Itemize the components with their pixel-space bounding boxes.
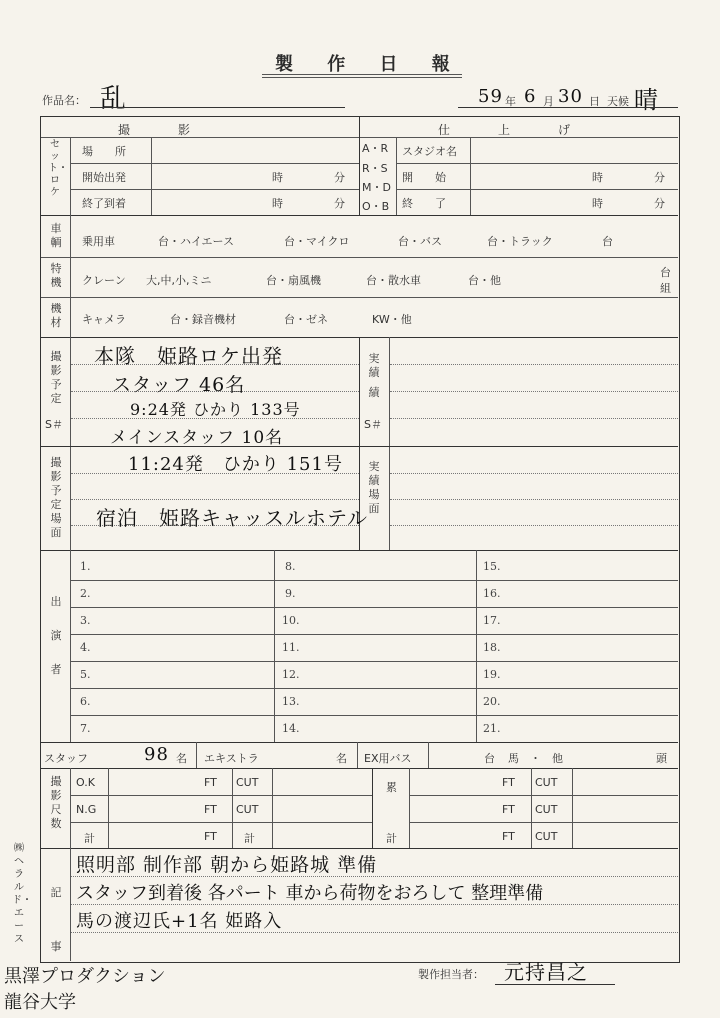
notes-line: 馬の渡辺氏+1名 姫路入 [76, 911, 283, 932]
cut-unit: CUT [535, 776, 558, 789]
rule [372, 768, 373, 848]
hour-unit: 時 [272, 197, 283, 210]
rule [70, 795, 372, 796]
date-year: 59 [478, 86, 503, 107]
special-item: 台・他 [468, 274, 501, 287]
extra-unit: 名 [336, 752, 347, 765]
vehicle-item: 台 [602, 235, 613, 248]
cut-unit: CUT [535, 830, 558, 843]
year-label: 年 [505, 95, 516, 108]
cast-number: 11. [282, 641, 300, 654]
work-name: 乱 [100, 84, 128, 114]
code-ob: O・B [362, 200, 390, 213]
producer-signature: 元持昌之 [504, 960, 588, 984]
rule [70, 580, 678, 581]
cast-number: 15. [483, 560, 501, 573]
cast-number: 19. [483, 668, 501, 681]
rule [70, 189, 359, 190]
rule [476, 550, 477, 742]
rule [70, 688, 678, 689]
actual1-label-2: 績 [368, 386, 380, 399]
line [390, 473, 678, 474]
start-depart-label: 開始出発 [82, 171, 126, 184]
rule [70, 137, 71, 215]
rule [470, 137, 471, 215]
location-label: 場 所 [82, 145, 126, 158]
special-item: 台・扇風機 [266, 274, 321, 287]
cut-total-label: 計 [244, 832, 255, 845]
vehicles-label: 車輌 [50, 222, 62, 249]
rule [357, 742, 358, 768]
date-month: 6 [524, 86, 537, 107]
rule [41, 550, 678, 551]
vehicle-item: 台・マイクロ [284, 235, 350, 248]
cast-number: 1. [80, 560, 91, 573]
code-rs: R・S [362, 162, 388, 175]
cast-number: 8. [285, 560, 296, 573]
rule [70, 215, 71, 345]
rule [151, 137, 152, 215]
producer-label: 製作担当者： [418, 968, 484, 981]
cast-number: 2. [80, 587, 91, 600]
cast-label: 出演者 [50, 595, 62, 676]
ft-unit: FT [502, 803, 515, 816]
work-name-underline [90, 107, 345, 108]
cast-number: 12. [282, 668, 300, 681]
line [390, 364, 678, 365]
ft-unit: FT [502, 776, 515, 789]
rule [572, 768, 573, 848]
code-ar: A・R [362, 142, 389, 155]
studio-name-label: スタジオ名 [402, 145, 457, 158]
horse-label: 馬 ・ 他 [508, 752, 563, 765]
cast-number: 7. [80, 722, 91, 735]
rule [41, 257, 678, 258]
company-side-label: ㈱ ヘラルド・エース [12, 843, 32, 945]
equipment-label: 機材 [50, 302, 62, 329]
notes-line: スタッフ到着後 各パート 車から荷物をおろして 整理準備 [76, 883, 544, 904]
line [390, 499, 678, 500]
ft-unit: FT [204, 830, 217, 843]
cut-unit: CUT [236, 776, 259, 789]
minute-unit: 分 [654, 171, 665, 184]
producer-underline [495, 984, 615, 985]
rule [409, 795, 678, 796]
cast-number: 16. [483, 587, 501, 600]
rule [70, 715, 678, 716]
day-label: 日 [589, 95, 600, 108]
rule [272, 768, 273, 848]
plan1-label: 撮影予定 [50, 350, 62, 405]
rule [70, 661, 678, 662]
cast-number: 21. [483, 722, 501, 735]
line [390, 391, 678, 392]
plan1-line: メインスタッフ 10名 [110, 428, 284, 448]
line [390, 525, 678, 526]
cast-number: 6. [80, 695, 91, 708]
vehicle-item: 台・ハイエース [158, 235, 235, 248]
plan1-line: 本隊 姫路ロケ出発 [94, 344, 283, 368]
plan1-line: スタッフ 46名 [112, 374, 246, 396]
rule [70, 163, 359, 164]
special-item: 大,中,小,ミニ [146, 274, 212, 287]
rule [196, 742, 197, 768]
rule [274, 550, 275, 742]
work-name-label: 作品名： [42, 94, 86, 107]
head-unit: 頭 [656, 752, 667, 765]
title-rule [262, 74, 462, 78]
plan2-line: 11:24発 ひかり 151号 [128, 454, 343, 475]
hour-unit: 時 [272, 171, 283, 184]
watermark-line-1: 黒澤プロダクション [4, 966, 166, 987]
cast-number: 3. [80, 614, 91, 627]
equipment-item: 台・録音機材 [170, 313, 236, 326]
special-label: 特機 [50, 262, 62, 289]
rule [396, 163, 678, 164]
vehicle-item: 台・バス [398, 235, 442, 248]
cumulative-total-label: 計 [386, 832, 397, 845]
ft-unit: FT [502, 830, 515, 843]
finish-end-label: 終 了 [402, 197, 446, 210]
line [71, 499, 359, 500]
hour-unit: 時 [592, 171, 603, 184]
rule [70, 607, 678, 608]
report-title: 製 作 日 報 [275, 54, 464, 75]
rule [41, 848, 678, 849]
minute-unit: 分 [334, 171, 345, 184]
rule [409, 822, 678, 823]
rule [409, 768, 410, 848]
rule [232, 768, 233, 848]
cast-number: 18. [483, 641, 501, 654]
ok-label: O.K [76, 776, 95, 789]
cast-number: 14. [282, 722, 300, 735]
rule [359, 117, 360, 215]
plan1-scene-label: S＃ [45, 418, 63, 431]
staff-label: スタッフ [44, 752, 88, 765]
cut-unit: CUT [236, 803, 259, 816]
cut-unit: CUT [535, 803, 558, 816]
actual2-label: 実績場面 [368, 460, 380, 515]
vehicle-item: 台・トラック [487, 235, 553, 248]
extra-label: エキストラ [204, 752, 259, 765]
ng-label: N.G [76, 803, 97, 816]
special-unit: 台 [660, 266, 671, 279]
minute-unit: 分 [334, 197, 345, 210]
line [390, 418, 678, 419]
staff-unit: 名 [176, 752, 187, 765]
ft-unit: FT [204, 776, 217, 789]
date-underline [458, 107, 678, 108]
total-label: 計 [84, 832, 95, 845]
shoot-header: 撮 影 [118, 123, 191, 137]
plan2-line: 宿泊 姫路キャッスルホテル [96, 506, 368, 530]
cast-number: 5. [80, 668, 91, 681]
date-day: 30 [558, 86, 583, 107]
cast-number: 17. [483, 614, 501, 627]
rule [396, 189, 678, 190]
rule [41, 742, 678, 743]
rule [41, 297, 678, 298]
actual1-scene-label: S＃ [364, 418, 382, 431]
cast-number: 10. [282, 614, 300, 627]
rule [70, 550, 71, 742]
special-item: クレーン [82, 274, 126, 287]
rule [41, 768, 678, 769]
rule [41, 446, 678, 447]
cumulative-label: 累 [386, 781, 397, 794]
watermark-line-2: 龍谷大学 [4, 992, 76, 1013]
set-loc-label: セット・ロケ [48, 139, 68, 198]
footage-label: 撮影尺数 [50, 775, 62, 830]
rule [70, 768, 71, 848]
finish-start-label: 開 始 [402, 171, 446, 184]
plan1-line: 9:24発 ひかり 133号 [130, 400, 301, 419]
minute-unit: 分 [654, 197, 665, 210]
rule [70, 337, 71, 550]
rule [70, 822, 372, 823]
ft-unit: FT [204, 803, 217, 816]
end-arrive-label: 終了到着 [82, 197, 126, 210]
rule [108, 768, 109, 848]
weather-value: 晴 [634, 86, 659, 114]
ex-bus-label: EX用バス [364, 752, 412, 765]
cast-number: 13. [282, 695, 300, 708]
rule [70, 634, 678, 635]
cast-number: 4. [80, 641, 91, 654]
rule [531, 768, 532, 848]
vehicle-item: 乗用車 [82, 235, 115, 248]
rule [41, 215, 678, 216]
cast-number: 9. [285, 587, 296, 600]
finish-header: 仕 上 げ [438, 123, 571, 137]
equipment-item: 台・ゼネ [284, 313, 328, 326]
special-item: 台・散水車 [366, 274, 421, 287]
rule [428, 742, 429, 768]
code-md: M・D [362, 181, 391, 194]
equipment-item: KW・他 [372, 313, 412, 326]
rule [396, 137, 397, 215]
cast-number: 20. [483, 695, 501, 708]
form-frame [40, 116, 680, 963]
plan2-label: 撮影予定場面 [50, 456, 62, 539]
rule [389, 337, 390, 550]
month-label: 月 [543, 95, 554, 108]
notes-line: 照明部 制作部 朝から姫路城 準備 [76, 854, 378, 876]
actual1-label: 実績 [368, 352, 380, 379]
notes-label: 記事 [50, 886, 62, 953]
bus-unit: 台 [484, 752, 495, 765]
equipment-item: キャメラ [82, 313, 126, 326]
staff-count: 98 [144, 744, 169, 765]
weather-label: 天候 [607, 95, 629, 108]
hour-unit: 時 [592, 197, 603, 210]
special-unit: 組 [660, 282, 671, 295]
